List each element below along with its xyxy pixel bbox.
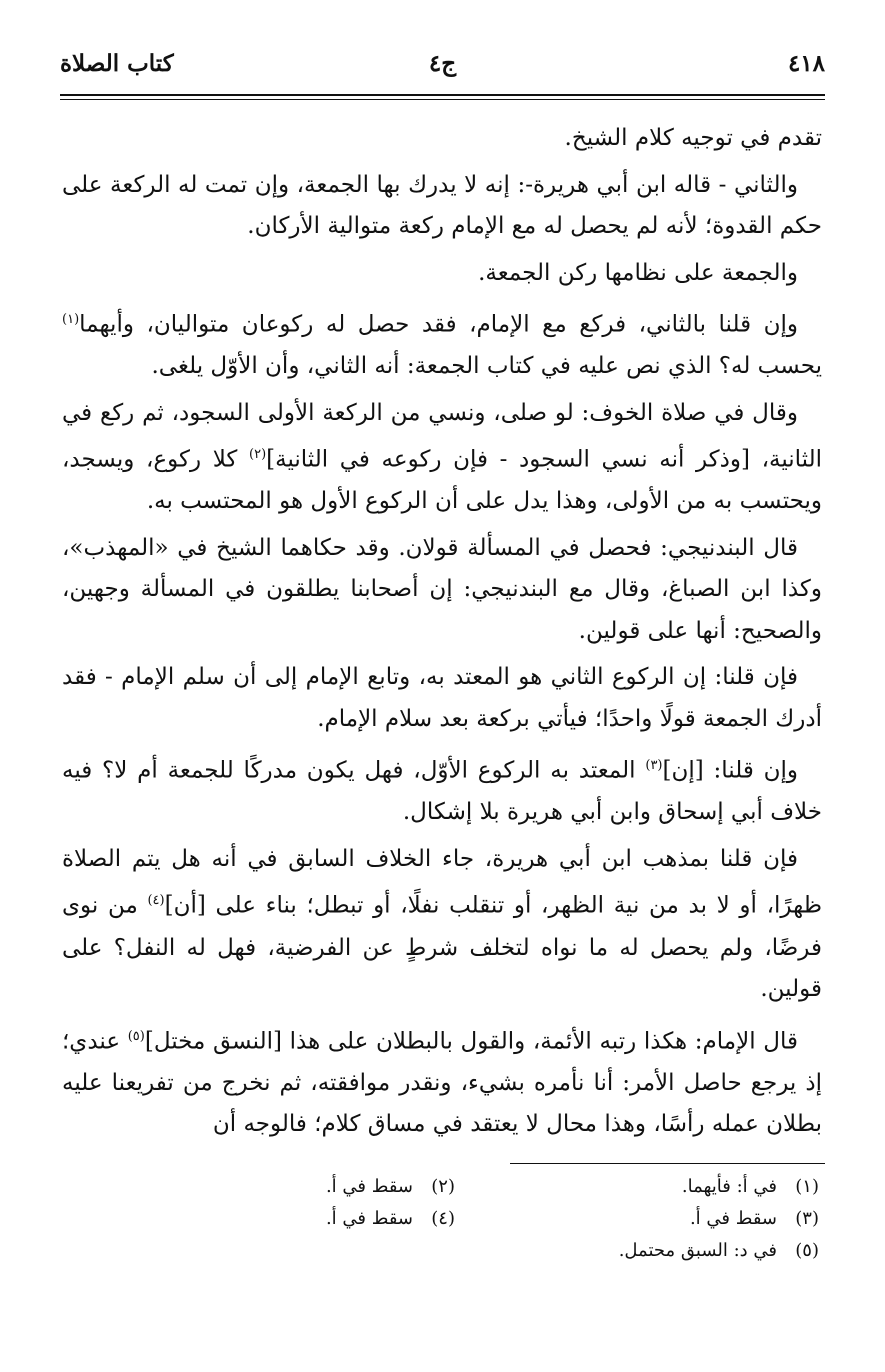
footnote: (٤)سقط في أ. [325, 1208, 455, 1229]
footnote: (٣)سقط في أ. [689, 1208, 819, 1229]
footnote: (١)في أ: فأيهما. [681, 1176, 819, 1197]
note-ref: (١) [62, 312, 80, 327]
paragraph: وإن قلنا بالثاني، فركع مع الإمام، فقد حصل له ركوعان متواليان، وأيهما$^{(١)}$ يحسب له؟ الذي نص عليه في كتاب الجمعة: أنه الثاني، وأن الأوّل يلغى. [62, 311, 822, 380]
paragraph: وقال في صلاة الخوف: لو صلى، ونسي من الركعة الأولى السجود، ثم ركع في الثانية، [وذكر أنه نسي السجود - فإن ركوعه في الثانية]$^{(٢)}$ كلا ركوع، ويسجد، ويحتسب به من الأولى، وهذا يدل على أن الركوع الأول هو المحتسب به. [62, 399, 823, 515]
page-number: ٤١٨ [787, 50, 825, 77]
footnotes [60, 1176, 825, 1296]
header-rule [60, 94, 825, 96]
footnote: (٢)سقط في أ. [325, 1176, 455, 1197]
page-header [60, 50, 825, 88]
note-ref: (٤) [147, 893, 165, 909]
note-ref: (٣) [645, 758, 663, 774]
paragraph: فإن قلنا: إن الركوع الثاني هو المعتد به، وتابع الإمام إلى أن سلم الإمام - فقد أدرك الجمعة قولًا واحدًا؛ فيأتي بركعة بعد سلام الإمام. [62, 664, 822, 732]
footnote-rule [510, 1163, 825, 1164]
footnote: (٥)في د: السبق محتمل. [618, 1240, 819, 1261]
paragraph: وإن قلنا: [إن]$^{(٣)}$ المعتد به الركوع الأوّل، فهل يكون مدركًا للجمعة أم لا؟ فيه خلاف أبي إسحاق وابن أبي هريرة بلا إشكال. [62, 757, 822, 826]
paragraph: والجمعة على نظامها ركن الجمعة. [478, 259, 798, 286]
note-ref: (٥) [127, 1028, 145, 1044]
volume-label: ج٤ [428, 50, 457, 77]
paragraph: فإن قلنا بمذهب ابن أبي هريرة، جاء الخلاف السابق في أنه هل يتم الصلاة ظهرًا، أو لا بد من نية الظهر، أو تنقلب نفلًا، أو تبطل؛ بناء على [أن]$^{(٤)}$ من نوى فرضًا، ولم يحصل له ما نواه لتخلف شرطٍ عن الفرضية، فهل له النفل؟ على قولين. [62, 845, 823, 1003]
paragraph: تقدم في توجيه كلام الشيخ. [564, 125, 822, 151]
paragraph: قال البندنيجي: فحصل في المسألة قولان. وقد حكاهما الشيخ في «المهذب»، وكذا ابن الصباغ، وقال مع البندنيجي: إن أصحابنا يطلقون في المسألة وجهين، والصحيح: أنها على قولين. [62, 534, 822, 644]
note-ref: (٢) [249, 447, 267, 463]
running-title: كتاب الصلاة [60, 50, 174, 77]
main-text [62, 118, 822, 1151]
header-rule-thin [60, 99, 825, 100]
paragraph: قال الإمام: هكذا رتبه الأئمة، والقول بالبطلان على هذا [النسق مختل]$^{(٥)}$ عندي؛ إذ يرجع حاصل الأمر: أنا نأمره بشيء، ونقدر موافقته، ثم نخرج من تفريعنا عليه بطلان عمله رأسًا، وهذا محال لا يعتقد في مساق كلام؛ فالوجه أن [62, 1028, 822, 1138]
paragraph: والثاني - قاله ابن أبي هريرة-: إنه لا يدرك بها الجمعة، وإن تمت له الركعة على حكم القدوة؛ لأنه لم يحصل له مع الإمام ركعة متوالية الأركان. [62, 171, 822, 239]
